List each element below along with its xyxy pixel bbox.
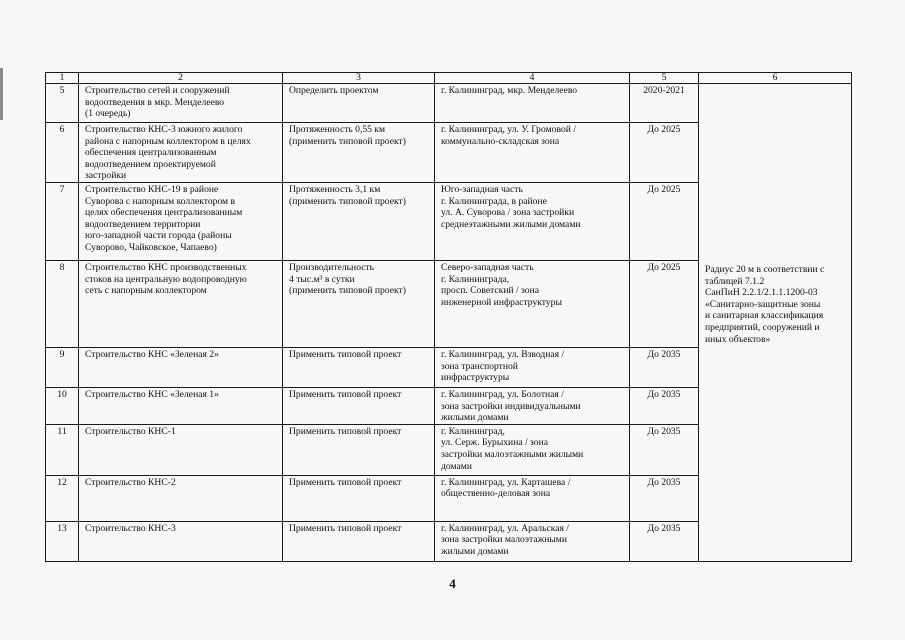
project-name: Строительство КНС-1 <box>79 424 283 475</box>
project-term: До 2025 <box>630 123 699 183</box>
project-params: Определить проектом <box>283 84 435 123</box>
project-params: Производительность 4 тыс.м³ в сутки (применить типовой проект) <box>283 260 435 347</box>
project-location: Северо-западная часть г. Калининграда, просп. Советский / зона инженерной инфраструктуры <box>435 260 630 347</box>
project-term: До 2025 <box>630 260 699 347</box>
row-number: 11 <box>46 424 79 475</box>
project-term: До 2035 <box>630 475 699 521</box>
row-number: 5 <box>46 84 79 123</box>
header-col-6: 6 <box>699 73 852 84</box>
project-params: Применить типовой проект <box>283 387 435 424</box>
project-name: Строительство КНС-3 <box>79 521 283 561</box>
project-location: г. Калининград, ул. Аральская / зона застройки малоэтажными жилыми домами <box>435 521 630 561</box>
project-location: г. Калининград, ул. У. Громовой / коммунально-складская зона <box>435 123 630 183</box>
row-number: 8 <box>46 260 79 347</box>
row-number: 12 <box>46 475 79 521</box>
header-col-5: 5 <box>630 73 699 84</box>
row-number: 7 <box>46 182 79 260</box>
project-term: До 2035 <box>630 521 699 561</box>
header-col-1: 1 <box>46 73 79 84</box>
header-col-2: 2 <box>79 73 283 84</box>
row-number: 9 <box>46 347 79 387</box>
project-location: Юго-западная часть г. Калининграда, в районе ул. А. Суворова / зона застройки среднеэтажными жилыми домами <box>435 182 630 260</box>
note-text: Радиус 20 м в соответствии с таблицей 7.1.2 СанПиН 2.2.1/2.1.1.1200-03 «Санитарно-защитные зоны и санитарная классификация предприятий, сооружений и иных объектов» <box>705 264 825 345</box>
project-name: Строительство КНС «Зеленая 2» <box>79 347 283 387</box>
project-name: Строительство КНС производственных стоков на центральную водопроводную сеть с напорным коллектором <box>79 260 283 347</box>
scan-edge-mark <box>0 68 3 120</box>
header-col-3: 3 <box>283 73 435 84</box>
row-number: 13 <box>46 521 79 561</box>
project-term: До 2035 <box>630 347 699 387</box>
project-params: Применить типовой проект <box>283 347 435 387</box>
header-col-4: 4 <box>435 73 630 84</box>
project-term: До 2025 <box>630 182 699 260</box>
project-params: Протяженность 3,1 км (применить типовой проект) <box>283 182 435 260</box>
project-term: До 2035 <box>630 387 699 424</box>
project-name: Строительство сетей и сооружений водоотведения в мкр. Менделеево (1 очередь) <box>79 84 283 123</box>
project-location: г. Калининград, ул. Серж. Бурыхина / зона застройки малоэтажными жилыми домами <box>435 424 630 475</box>
header-row <box>46 73 852 84</box>
project-params: Применить типовой проект <box>283 475 435 521</box>
note-spacer <box>705 86 845 264</box>
project-location: г. Калининград, ул. Карташева / общественно-деловая зона <box>435 475 630 521</box>
project-name: Строительство КНС «Зеленая 1» <box>79 387 283 424</box>
project-term: До 2035 <box>630 424 699 475</box>
project-name: Строительство КНС-2 <box>79 475 283 521</box>
project-name: Строительство КНС-19 в районе Суворова с напорным коллектором в целях обеспечения централизованным водоотведением территории юго-западной части города (районы Суворово, Чайковское, Чапаево) <box>79 182 283 260</box>
page-number: 4 <box>449 576 456 591</box>
row-number: 6 <box>46 123 79 183</box>
projects-table <box>45 72 852 562</box>
row-number: 10 <box>46 387 79 424</box>
project-params: Применить типовой проект <box>283 424 435 475</box>
project-location: г. Калининград, мкр. Менделеево <box>435 84 630 123</box>
sanitary-zone-note <box>699 84 852 562</box>
project-term: 2020-2021 <box>630 84 699 123</box>
project-params: Протяженность 0,55 км (применить типовой проект) <box>283 123 435 183</box>
project-params: Применить типовой проект <box>283 521 435 561</box>
project-location: г. Калининград, ул. Взводная / зона транспортной инфраструктуры <box>435 347 630 387</box>
project-location: г. Калининград, ул. Болотная / зона застройки индивидуальными жилыми домами <box>435 387 630 424</box>
project-name: Строительство КНС-3 южного жилого района с напорным коллектором в целях обеспечения централизованным водоотведением проектируемой застройки <box>79 123 283 183</box>
table-row <box>46 84 852 123</box>
document-page <box>45 72 851 562</box>
